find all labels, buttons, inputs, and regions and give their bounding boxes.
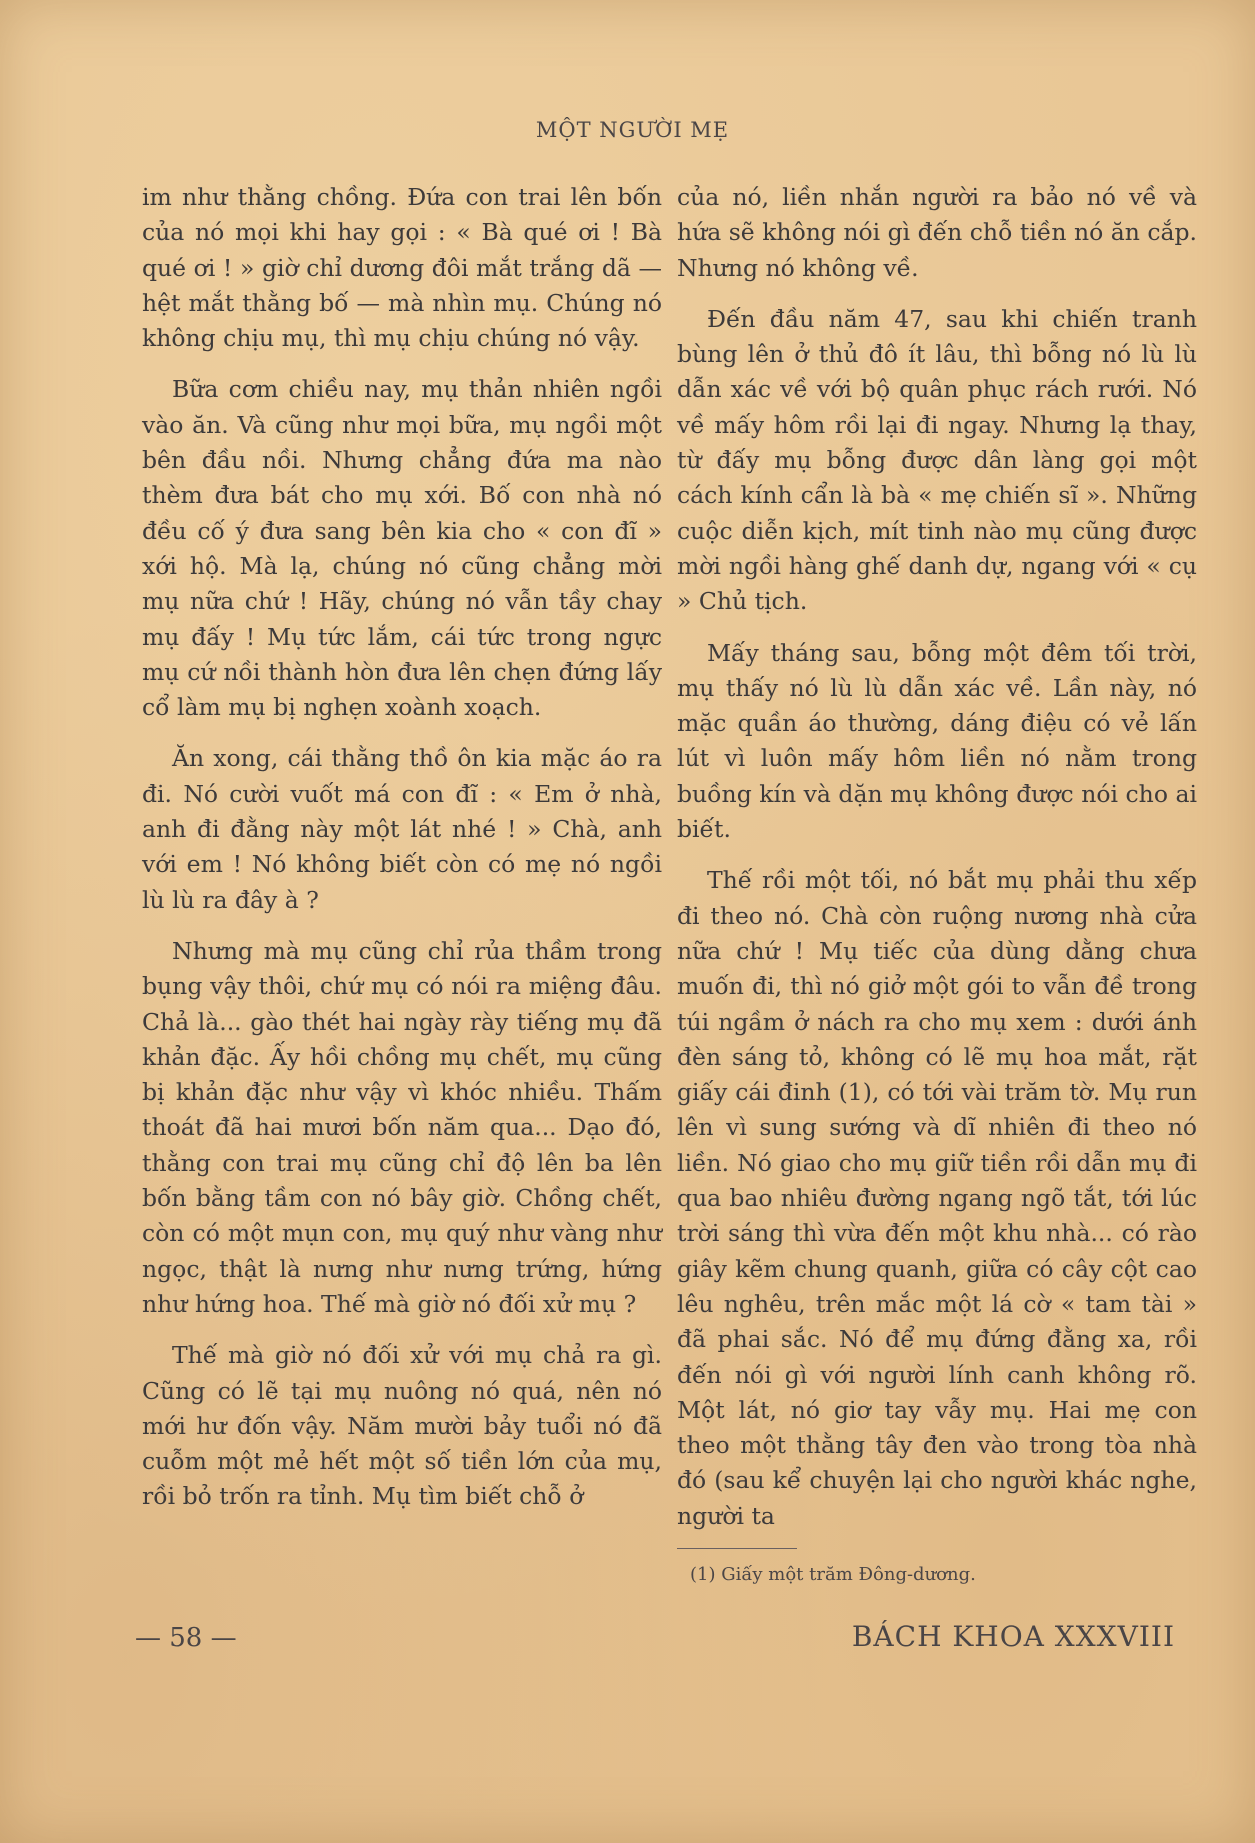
paragraph: Thế rồi một tối, nó bắt mụ phải thu xếp đi theo nó. Chà còn ruộng nương nhà cửa nữa chứ ! Mụ tiếc của dùng dằng chưa muốn đi, thì nó giở một gói to vẫn đề trong túi ngầm ở nách ra cho mụ xem : dưới ánh đèn sáng tỏ, không có lẽ mụ hoa mắt, rặt giấy cái đinh (1), có tới vài trăm tờ. Mụ run lên vì sung sướng và dĩ nhiên đi theo nó liền. Nó giao cho mụ giữ tiền rồi dẫn mụ đi qua bao nhiêu đường ngang ngõ tắt, tới lúc trời sáng thì vừa đến một khu nhà... có rào giây kẽm chung quanh, giữa có cây cột cao lêu nghêu, trên mắc một lá cờ « tam tài » đã phai sắc. Nó để mụ đứng đằng xa, rồi đến nói gì với người lính canh không rõ. Một lát, nó giơ tay vẫy mụ. Hai mẹ con theo một thằng tây đen vào trong tòa nhà đó (sau kể chuyện lại cho người khác nghe, người ta bbox=[677, 866, 1197, 1530]
paragraph: Ăn xong, cái thằng thồ ôn kia mặc áo ra đi. Nó cười vuốt má con đĩ : « Em ở nhà, anh đi đằng này một lát nhé ! » Chà, anh với em ! Nó không biết còn có mẹ nó ngồi lù lù ra đây à ? bbox=[142, 744, 662, 914]
running-header bbox=[0, 118, 1255, 142]
footnote-divider bbox=[677, 1548, 797, 1549]
paragraph: của nó, liền nhắn người ra bảo nó về và hứa sẽ không nói gì đến chỗ tiền nó ăn cắp. Nhưng nó không về. bbox=[677, 183, 1197, 282]
paragraph: Bữa cơm chiều nay, mụ thản nhiên ngồi vào ăn. Và cũng như mọi bữa, mụ ngồi một bên đầu nồi. Nhưng chẳng đứa ma nào thèm đưa bát cho mụ xới. Bố con nhà nó đều cố ý đưa sang bên kia cho « con đĩ » xới hộ. Mà lạ, chúng nó cũng chẳng mời mụ nữa chứ ! Hãy, chúng nó vẫn tầy chay mụ đấy ! Mụ tức lắm, cái tức trong ngực mụ cứ nồi thành hòn đưa lên chẹn đứng lấy cổ làm mụ bị nghẹn xoành xoạch. bbox=[142, 375, 662, 722]
footnote: (1) Giấy một trăm Đông-dương. bbox=[690, 1564, 976, 1585]
paragraph: Nhưng mà mụ cũng chỉ rủa thầm trong bụng vậy thôi, chứ mụ có nói ra miệng đâu. Chả là... gào thét hai ngày rày tiếng mụ đã khản đặc. Ấy hồi chồng mụ chết, mụ cũng bị khản đặc như vậy vì khóc nhiều. Thấm thoát đã hai mươi bốn năm qua... Dạo đó, thằng con trai mụ cũng chỉ độ lên ba lên bốn bằng tầm con nó bây giờ. Chồng chết, còn có một mụn con, mụ quý như vàng như ngọc, thật là nưng như nưng trứng, hứng như hứng hoa. Thế mà giờ nó đối xử mụ ? bbox=[142, 936, 662, 1318]
journal-title: BÁCH KHOA XXXVIII bbox=[851, 1620, 1175, 1653]
right-column bbox=[677, 180, 1197, 1550]
running-title: MỘT NGƯỜI MẸ bbox=[535, 118, 730, 142]
paragraph: im như thằng chồng. Đứa con trai lên bốn của nó mọi khi hay gọi : « Bà qué ơi ! Bà qué ơi ! » giờ chỉ dương đôi mắt trắng dã — hệt mắt thằng bố — mà nhìn mụ. Chúng nó không chịu mụ, thì mụ chịu chúng nó vậy. bbox=[142, 183, 662, 353]
paragraph: Đến đầu năm 47, sau khi chiến tranh bùng lên ở thủ đô ít lâu, thì bỗng nó lù lù dẫn xác về với bộ quân phục rách rưới. Nó về mấy hôm rồi lại đi ngay. Nhưng lạ thay, từ đấy mụ bỗng được dân làng gọi một cách kính cẩn là bà « mẹ chiến sĩ ». Những cuộc diễn kịch, mít tinh nào mụ cũng được mời ngồi hàng ghế danh dự, ngang với « cụ » Chủ tịch. bbox=[677, 304, 1197, 616]
page-number: — 58 — bbox=[135, 1623, 237, 1653]
paragraph: Thế mà giờ nó đối xử với mụ chả ra gì. Cũng có lẽ tại mụ nuông nó quá, nên nó mới hư đốn vậy. Năm mười bảy tuổi nó đã cuỗm một mẻ hết một số tiền lớn của mụ, rồi bỏ trốn ra tỉnh. Mụ tìm biết chỗ ở bbox=[142, 1341, 662, 1511]
left-column bbox=[142, 180, 662, 1531]
paragraph: Mấy tháng sau, bỗng một đêm tối trời, mụ thấy nó lù lù dẫn xác về. Lần này, nó mặc quần áo thường, dáng điệu có vẻ lấn lút vì luôn mấy hôm liền nó nằm trong buồng kín và dặn mụ không được nói cho ai biết. bbox=[677, 638, 1197, 844]
